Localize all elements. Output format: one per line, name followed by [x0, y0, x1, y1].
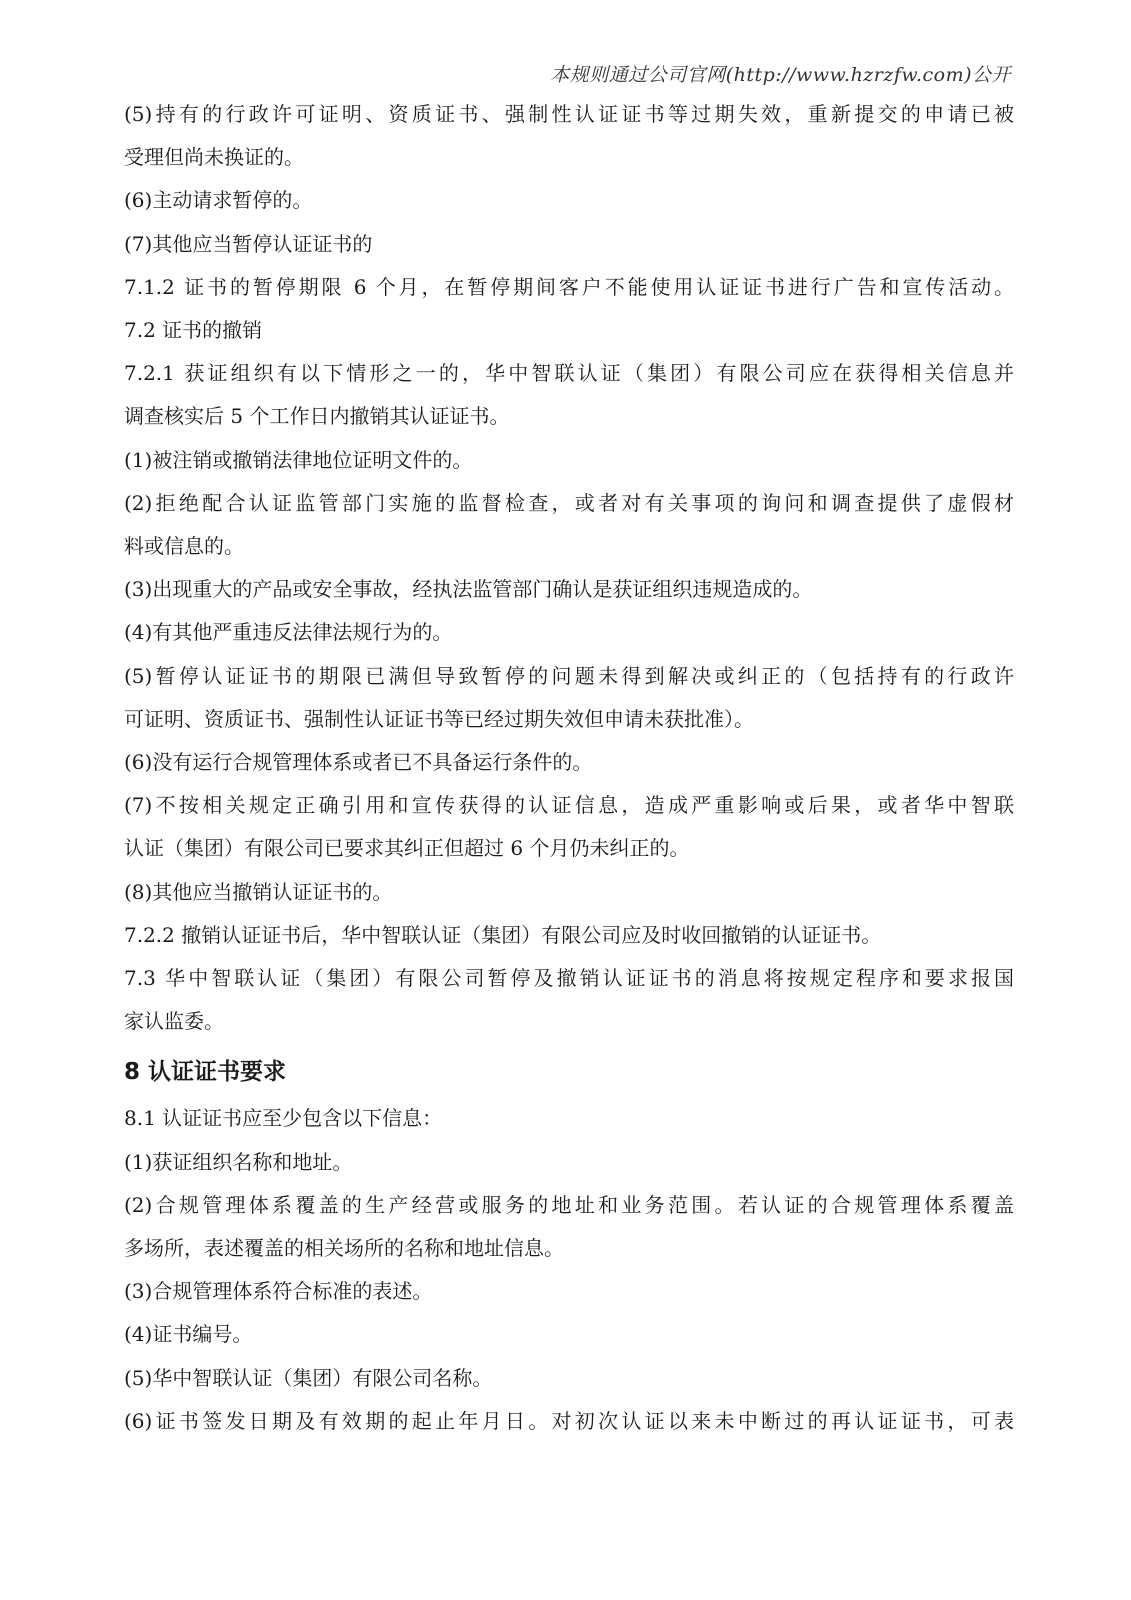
- paragraph-line: (2)拒绝配合认证监管部门实施的监督检查，或者对有关事项的询问和调查提供了虚假材: [124, 490, 1014, 515]
- paragraph-line: (6)没有运行合规管理体系或者已不具备运行条件的。: [124, 750, 593, 775]
- paragraph-line: (3)合规管理体系符合标准的表述。: [124, 1279, 433, 1304]
- paragraph-line: 料或信息的。: [124, 534, 244, 559]
- paragraph-line: (1)获证组织名称和地址。: [124, 1149, 353, 1174]
- paragraph-line: 7.2.1 获证组织有以下情形之一的，华中智联认证（集团）有限公司应在获得相关信息并: [124, 361, 1014, 386]
- paragraph-line: (5)暂停认证证书的期限已满但导致暂停的问题未得到解决或纠正的（包括持有的行政许: [124, 663, 1014, 688]
- paragraph-line: (3)出现重大的产品或安全事故，经执法监管部门确认是获证组织违规造成的。: [124, 577, 813, 602]
- paragraph-line: 可证明、资质证书、强制性认证证书等已经过期失效但申请未获批准）。: [124, 706, 754, 731]
- paragraph-line: (6)证书签发日期及有效期的起止年月日。对初次认证以来未中断过的再认证证书，可表: [124, 1408, 1014, 1433]
- paragraph-line: (7)其他应当暂停认证证书的: [124, 231, 373, 256]
- paragraph-line: 多场所，表述覆盖的相关场所的名称和地址信息。: [124, 1236, 564, 1261]
- section-8-text: [124, 1097, 1014, 1443]
- paragraph-line: 调查核实后 5 个工作日内撤销其认证证书。: [124, 404, 510, 429]
- paragraph-line: (7)不按相关规定正确引用和宣传获得的认证信息，造成严重影响或后果，或者华中智联: [124, 793, 1014, 818]
- paragraph-line: 8.1 认证证书应至少包含以下信息：: [124, 1106, 443, 1131]
- paragraph-line: 7.1.2 证书的暂停期限 6 个月，在暂停期间客户不能使用认证证书进行广告和宣传活动。: [124, 274, 1014, 299]
- paragraph-line: 认证（集团）有限公司已要求其纠正但超过 6 个月仍未纠正的。: [124, 836, 690, 861]
- paragraph-line: (1)被注销或撤销法律地位证明文件的。: [124, 447, 473, 472]
- paragraph-line: 家认监委。: [124, 1009, 224, 1034]
- paragraph-line: (4)证书编号。: [124, 1322, 253, 1347]
- page-header-note: 本规则通过公司官网(http://www.hzrzfw.com)公开: [550, 64, 1011, 86]
- paragraph-line: 7.2 证书的撤销: [124, 318, 263, 343]
- paragraph-line: 受理但尚未换证的。: [124, 145, 304, 170]
- paragraph-line: (4)有其他严重违反法律法规行为的。: [124, 620, 453, 645]
- paragraph-line: 7.2.2 撤销认证证书后，华中智联认证（集团）有限公司应及时收回撤销的认证证书。: [124, 922, 882, 947]
- section-heading: 8 认证证书要求: [124, 1059, 287, 1086]
- paragraph-line: (6)主动请求暂停的。: [124, 188, 313, 213]
- paragraph-line: (2)合规管理体系覆盖的生产经营或服务的地址和业务范围。若认证的合规管理体系覆盖: [124, 1192, 1014, 1217]
- paragraph-line: (5)持有的行政许可证明、资质证书、强制性认证证书等过期失效，重新提交的申请已被: [124, 102, 1014, 126]
- paragraph-line: (5)华中智联认证（集团）有限公司名称。: [124, 1365, 493, 1390]
- paragraph-line: (8)其他应当撤销认证证书的。: [124, 879, 393, 904]
- paragraph-line: 7.3 华中智联认证（集团）有限公司暂停及撤销认证证书的消息将按规定程序和要求报国: [124, 966, 1014, 991]
- section-7-text: [124, 93, 1014, 1043]
- document-body: [124, 93, 1014, 1443]
